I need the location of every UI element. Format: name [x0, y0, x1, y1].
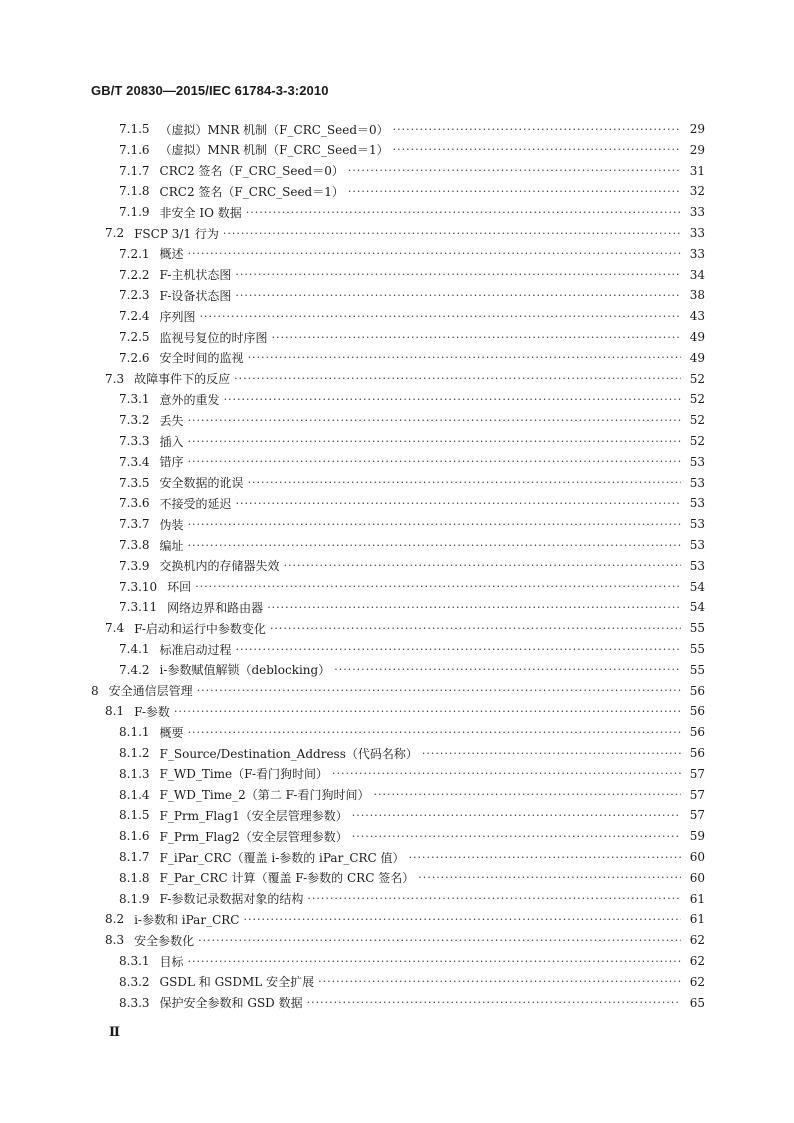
toc-entry[interactable] — [105, 909, 705, 929]
toc-entry-page: 53 — [689, 558, 705, 573]
toc-entry-title: GSDL 和 GSDML 安全扩展 — [159, 975, 315, 990]
toc-entry-page: 33 — [689, 226, 705, 240]
toc-leader-dots — [235, 268, 681, 281]
toc-entry-page: 54 — [689, 600, 705, 615]
toc-entry[interactable] — [119, 514, 705, 534]
toc-entry-number: 8.1 — [105, 704, 125, 719]
toc-leader-dots — [195, 580, 681, 593]
toc-entry-title: 安全数据的讹误 — [159, 476, 244, 491]
toc-leader-dots — [246, 206, 681, 219]
toc-entry-number: 7.2.1 — [119, 246, 150, 261]
toc-entry-page: 52 — [689, 413, 705, 428]
toc-entry[interactable] — [119, 722, 705, 742]
toc-entry-title: 安全参数化 — [134, 933, 195, 948]
toc-entry-number: 8 — [91, 683, 99, 698]
toc-entry-page: 29 — [689, 122, 705, 136]
toc-entry-page: 62 — [689, 933, 705, 948]
toc-entry-number: 7.3.8 — [119, 538, 150, 552]
toc-entry[interactable] — [119, 785, 705, 805]
toc-entry-title: 非安全 IO 数据 — [159, 205, 242, 220]
toc-entry[interactable] — [119, 639, 705, 659]
toc-entry-number: 7.1.9 — [119, 205, 150, 220]
toc-entry-number: 7.3.7 — [119, 517, 150, 532]
toc-entry-number: 8.1.2 — [119, 746, 150, 760]
toc-entry-number: 8.1.9 — [119, 891, 150, 906]
toc-entry-number: 8.2 — [105, 912, 125, 927]
toc-entry[interactable] — [119, 244, 705, 264]
toc-entry[interactable] — [119, 577, 705, 597]
toc-entry-title: （虚拟）MNR 机制（F_CRC_Seed＝0） — [159, 122, 389, 137]
toc-entry-title: F_Prm_Flag1（安全层管理参数） — [159, 808, 348, 823]
toc-entry-title: 插入 — [159, 434, 184, 449]
toc-entry-number: 8.1.3 — [119, 766, 150, 781]
toc-entry-page: 53 — [689, 475, 705, 490]
toc-leader-dots — [409, 851, 681, 864]
toc-entry-number: 7.2 — [105, 226, 125, 240]
toc-leader-dots — [393, 143, 681, 156]
toc-leader-dots — [422, 747, 681, 760]
toc-entry-title: 交换机内的存储器失效 — [159, 559, 280, 574]
toc-leader-dots — [188, 726, 681, 739]
toc-leader-dots — [284, 559, 681, 572]
toc-leader-dots — [188, 539, 681, 552]
toc-entry-title: 保护安全参数和 GSD 数据 — [159, 996, 303, 1011]
toc-entry[interactable] — [119, 285, 705, 305]
toc-entry-number: 7.2.5 — [119, 330, 150, 344]
toc-entry-title: 概述 — [159, 247, 184, 262]
toc-entry[interactable] — [119, 181, 705, 201]
toc-entry-page: 53 — [689, 538, 705, 552]
toc-entry-page: 57 — [689, 766, 705, 781]
toc-entry-number: 8.1.5 — [119, 808, 150, 823]
toc-leader-dots — [236, 643, 681, 656]
toc-entry[interactable] — [119, 972, 705, 992]
toc-entry-page: 62 — [689, 954, 705, 968]
toc-entry-number: 8.1.1 — [119, 725, 150, 740]
toc-entry-title: 故障事件下的反应 — [134, 372, 231, 387]
toc-entry-page: 43 — [689, 309, 705, 324]
toc-entry-page: 61 — [689, 891, 705, 906]
toc-entry-title: i-参数赋值解锁（deblocking） — [159, 663, 331, 678]
toc-entry[interactable] — [119, 119, 705, 139]
toc-entry-title: 环回 — [167, 580, 192, 595]
toc-entry[interactable] — [119, 161, 705, 181]
toc-entry-title: 意外的重发 — [159, 392, 220, 407]
toc-entry[interactable] — [119, 743, 705, 763]
toc-entry-title: F_Par_CRC 计算（覆盖 F-参数的 CRC 签名） — [159, 871, 415, 886]
toc-entry-number: 7.3.1 — [119, 392, 150, 407]
toc-entry-number: 7.1.8 — [119, 184, 150, 199]
toc-entry-page: 38 — [689, 288, 705, 303]
toc-entry[interactable] — [119, 535, 705, 555]
toc-entry-number: 7.1.7 — [119, 163, 150, 178]
toc-leader-dots — [393, 123, 681, 136]
toc-entry-title: 不接受的延迟 — [159, 496, 232, 511]
toc-entry-number: 7.3.5 — [119, 475, 150, 490]
toc-entry-title: 安全时间的监视 — [159, 351, 244, 366]
toc-leader-dots — [352, 809, 681, 822]
toc-entry-title: 编址 — [159, 538, 184, 553]
toc-entry-title: 丢失 — [159, 413, 184, 428]
toc-entry-number: 7.2.6 — [119, 350, 150, 365]
toc-leader-dots — [197, 684, 681, 697]
toc-leader-dots — [418, 871, 681, 884]
toc-entry[interactable] — [119, 868, 705, 888]
toc-entry-number: 7.4 — [105, 621, 125, 636]
toc-entry-number: 8.3.2 — [119, 974, 150, 989]
toc-entry-title: （虚拟）MNR 机制（F_CRC_Seed＝1） — [159, 143, 389, 158]
toc-entry-title: F-主机状态图 — [159, 268, 232, 283]
toc-entry-number: 8.1.4 — [119, 787, 150, 802]
toc-leader-dots — [200, 310, 681, 323]
toc-entry-number: 7.2.3 — [119, 288, 150, 303]
toc-leader-dots — [307, 996, 681, 1009]
toc-entry[interactable] — [119, 306, 705, 326]
toc-entry-page: 55 — [689, 642, 705, 656]
toc-entry[interactable] — [119, 889, 705, 909]
toc-entry-title: FSCP 3/1 行为 — [134, 226, 219, 241]
toc-entry-title: 序列图 — [159, 309, 196, 324]
toc-leader-dots — [248, 351, 681, 364]
toc-entry-page: 32 — [689, 184, 705, 199]
toc-entry-page: 56 — [689, 725, 705, 740]
toc-entry-page: 33 — [689, 246, 705, 261]
toc-entry-number: 8.1.7 — [119, 850, 150, 864]
toc-leader-dots — [334, 663, 681, 676]
toc-entry-page: 60 — [689, 870, 705, 885]
toc-leader-dots — [235, 289, 681, 302]
toc-entry-page: 33 — [689, 205, 705, 220]
toc-leader-dots — [267, 601, 681, 614]
toc-entry[interactable] — [119, 452, 705, 472]
toc-entry-page: 56 — [689, 746, 705, 760]
toc-entry-title: F-启动和运行中参数变化 — [134, 621, 266, 636]
toc-entry-number: 7.4.1 — [119, 642, 150, 656]
toc-leader-dots — [188, 955, 681, 968]
toc-entry[interactable] — [91, 681, 705, 701]
toc-leader-dots — [188, 435, 681, 448]
toc-entry-page: 56 — [689, 704, 705, 719]
toc-entry-title: F-设备状态图 — [159, 288, 232, 303]
toc-leader-dots — [223, 227, 681, 240]
toc-leader-dots — [188, 455, 681, 468]
toc-leader-dots — [248, 476, 681, 489]
toc-entry-title: i-参数和 iPar_CRC — [134, 912, 240, 927]
toc-entry[interactable] — [119, 660, 705, 680]
toc-entry-title: F_iPar_CRC（覆盖 i-参数的 iPar_CRC 值） — [159, 850, 405, 865]
toc-entry-number: 7.3.9 — [119, 558, 150, 573]
toc-entry-page: 55 — [689, 621, 705, 636]
toc-leader-dots — [272, 331, 681, 344]
toc-entry[interactable] — [119, 431, 705, 451]
toc-leader-dots — [174, 705, 681, 718]
document-header: GB/T 20830—2015/IEC 61784-3-3:2010 — [91, 83, 329, 98]
toc-entry-number: 8.3 — [105, 933, 125, 948]
toc-entry-number: 7.2.4 — [119, 309, 150, 324]
toc-leader-dots — [352, 830, 681, 843]
toc-entry-number: 7.3.4 — [119, 454, 150, 469]
toc-entry-title: 伪装 — [159, 517, 184, 532]
toc-entry[interactable] — [119, 805, 705, 825]
toc-leader-dots — [188, 247, 681, 260]
toc-entry[interactable] — [119, 847, 705, 867]
toc-entry-number: 7.1.5 — [119, 122, 150, 136]
toc-entry-page: 60 — [689, 850, 705, 864]
toc-entry-number: 7.3 — [105, 371, 125, 386]
toc-leader-dots — [307, 892, 681, 905]
toc-entry[interactable] — [119, 410, 705, 430]
toc-leader-dots — [318, 975, 681, 988]
toc-entry-page: 59 — [689, 829, 705, 844]
toc-entry-page: 54 — [689, 579, 705, 594]
toc-leader-dots — [348, 164, 681, 177]
toc-entry-title: CRC2 签名（F_CRC_Seed＝1） — [159, 184, 344, 199]
toc-entry-number: 7.4.2 — [119, 662, 150, 677]
toc-entry-number: 7.3.6 — [119, 496, 150, 511]
toc-entry-page: 52 — [689, 392, 705, 407]
toc-leader-dots — [188, 518, 681, 531]
toc-entry[interactable] — [119, 764, 705, 784]
toc-entry-page: 34 — [689, 267, 705, 282]
toc-leader-dots — [188, 414, 681, 427]
toc-entry[interactable] — [105, 701, 705, 721]
toc-entry[interactable] — [119, 348, 705, 368]
toc-entry-title: 监视号复位的时序图 — [159, 330, 268, 345]
toc-entry[interactable] — [119, 993, 705, 1013]
toc-entry[interactable] — [105, 930, 705, 950]
toc-entry-page: 31 — [689, 163, 705, 178]
toc-entry-page: 53 — [689, 454, 705, 469]
toc-entry-number: 7.2.2 — [119, 267, 150, 282]
toc-entry-number: 8.3.1 — [119, 954, 150, 968]
toc-entry-page: 56 — [689, 683, 705, 698]
toc-entry-page: 57 — [689, 808, 705, 823]
toc-entry[interactable] — [119, 389, 705, 409]
toc-leader-dots — [348, 185, 681, 198]
toc-entry-number: 7.3.3 — [119, 434, 150, 448]
toc-entry[interactable] — [105, 223, 705, 243]
toc-entry-page: 62 — [689, 974, 705, 989]
toc-entry-title: F_WD_Time_2（第二 F-看门狗时间） — [159, 788, 370, 803]
toc-entry-title: 错序 — [159, 455, 184, 470]
toc-entry-title: F-参数 — [134, 704, 170, 719]
toc-entry[interactable] — [119, 597, 705, 617]
toc-entry[interactable] — [105, 369, 705, 389]
toc-entry-number: 7.3.11 — [119, 600, 158, 615]
toc-entry-page: 52 — [689, 371, 705, 386]
toc-entry[interactable] — [119, 473, 705, 493]
page-number: Ⅱ — [109, 1024, 120, 1039]
toc-leader-dots — [373, 788, 681, 801]
toc-entry[interactable] — [119, 202, 705, 222]
toc-leader-dots — [224, 393, 681, 406]
toc-entry[interactable] — [119, 951, 705, 971]
toc-entry-page: 65 — [689, 995, 705, 1010]
toc-leader-dots — [270, 622, 681, 635]
toc-entry-page: 49 — [689, 350, 705, 365]
toc-entry-page: 53 — [689, 496, 705, 511]
toc-entry-page: 53 — [689, 517, 705, 532]
toc-leader-dots — [198, 934, 681, 947]
toc-entry-title: F_WD_Time（F-看门狗时间） — [159, 767, 328, 782]
toc-entry-number: 8.3.3 — [119, 995, 150, 1010]
toc-entry[interactable] — [119, 265, 705, 285]
toc-entry[interactable] — [119, 556, 705, 576]
toc-entry-title: CRC2 签名（F_CRC_Seed＝0） — [159, 164, 344, 179]
toc-leader-dots — [236, 497, 681, 510]
toc-entry-title: 网络边界和路由器 — [167, 600, 264, 615]
toc-entry-title: 概要 — [159, 725, 184, 740]
toc-entry[interactable] — [119, 826, 705, 846]
toc-entry[interactable] — [119, 493, 705, 513]
toc-entry[interactable] — [119, 327, 705, 347]
toc-entry-page: 52 — [689, 434, 705, 448]
toc-leader-dots — [243, 913, 681, 926]
toc-entry[interactable] — [105, 618, 705, 638]
toc-entry-page: 29 — [689, 142, 705, 157]
toc-entry-number: 7.3.10 — [119, 579, 158, 594]
toc-leader-dots — [332, 767, 681, 780]
toc-entry-number: 8.1.8 — [119, 870, 150, 885]
toc-entry[interactable] — [119, 140, 705, 160]
toc-entry-page: 61 — [689, 912, 705, 927]
toc-entry-title: F_Prm_Flag2（安全层管理参数） — [159, 829, 348, 844]
toc-entry-number: 8.1.6 — [119, 829, 150, 844]
toc-entry-page: 55 — [689, 662, 705, 677]
toc-entry-number: 7.3.2 — [119, 413, 150, 428]
toc-entry-page: 49 — [689, 330, 705, 344]
toc-entry-title: F_Source/Destination_Address（代码名称） — [159, 746, 418, 761]
toc-entry-page: 57 — [689, 787, 705, 802]
toc-entry-title: 目标 — [159, 954, 184, 969]
toc-entry-title: F-参数记录数据对象的结构 — [159, 892, 304, 907]
toc-entry-number: 7.1.6 — [119, 142, 150, 157]
toc-leader-dots — [234, 372, 681, 385]
toc-entry-title: 标准启动过程 — [159, 642, 232, 657]
toc-entry-title: 安全通信层管理 — [108, 684, 193, 699]
